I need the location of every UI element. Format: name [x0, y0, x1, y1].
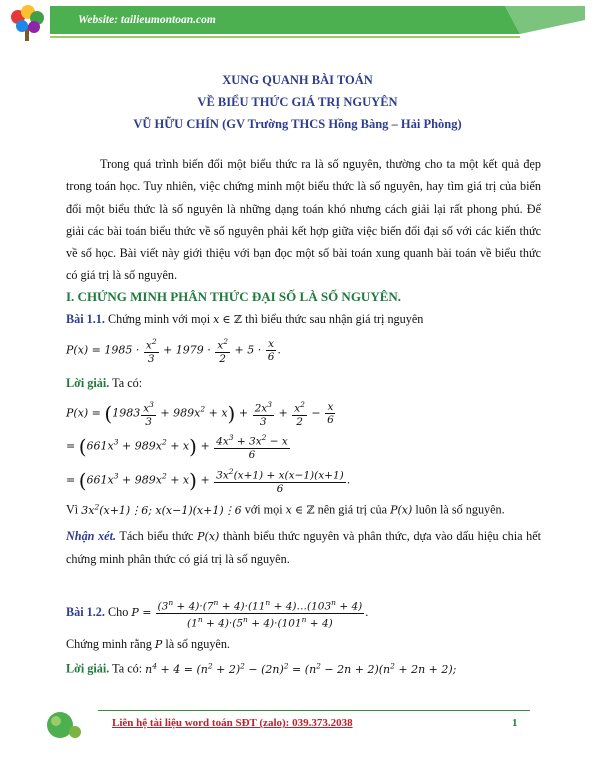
intro-paragraph: Trong quá trình biến đổi một biểu thức ra là số nguyên, thường cho ta một kết quả đẹp trong toán học. Tuy nhiên, việc chứng minh một biểu thức là số nguyên, hay tìm giá trị của biến đổi một biểu thức là số nguyên là những dạng toán khó nhưng cách giải lại rất phong phú. Để giải các bài toán biểu thức về số nguyên phải kết hợp giữa việc biến đổi đại số với các kiến thức về số học. Bài viết này giới thiệu với bạn đọc một số bài toán xung quanh bài toán về biểu thức có giá trị là số nguyên.: [66, 157, 541, 283]
problem-1-2: Bài 1.2. Cho P = $\frac{(3^n + 4)\cdot(7^n + 4)\cdot(11^n + 4)\dots(103^n + 4)}{(1^n + 4)\cdot(5^n + 4)\cdot(101^n + 4)}$ .: [66, 598, 369, 629]
tree-logo-icon: [6, 3, 48, 43]
title-line1: XUNG QUANH BÀI TOÁN: [222, 73, 373, 87]
section-heading: I. CHỨNG MINH PHÂN THỨC ĐẠI SỐ LÀ SỐ NGUYÊN.: [66, 289, 402, 304]
footer-contact[interactable]: Liên hệ tài liệu word toán SĐT (zalo): 039.373.2038: [112, 717, 353, 729]
author-line: VŨ HỮU CHÍN (GV Trường THCS Hồng Bàng – Hải Phòng): [133, 117, 462, 131]
prove-statement: Chứng minh rằng P là số nguyên.: [66, 637, 230, 651]
page-number: 1: [512, 717, 518, 729]
title-line2: VỀ BIỂU THỨC GIÁ TRỊ NGUYÊN: [197, 95, 398, 109]
problem-label: Bài 1.1.: [66, 312, 105, 326]
remark-1-1: Nhận xét. Tách biểu thức P(x) thành biểu thức nguyên và phân thức, dựa vào dấu hiệu chia hết chứng minh phân thức có giá trị là số nguyên.: [66, 529, 542, 567]
formula-step-1: P(x) = (1983 $\frac{x^3}{3}$ + $989x^2 + x$) + $\frac{2x^3}{3}$ + $\frac{x^2}{2}$ − $\frac{x}{6}$: [66, 400, 334, 428]
footer-ball-icon: [44, 708, 84, 742]
formula-step-3: = $(661x^3 + 989x^2 + x)$ + $\frac{3x^2(x+1) + x(x-1)(x+1)}{6}$ .: [66, 467, 351, 495]
problem-1-1: Bài 1.1. Chứng minh với mọi x ∈ ℤ thì biểu thức sau nhận giá trị nguyên: [66, 312, 424, 326]
footer-divider: [98, 710, 530, 711]
formula-step-2: = $(661x^3 + 989x^2 + x)$ + $\frac{4x^3 + 3x^2 - x}{6}$: [66, 433, 288, 461]
conclusion-1-1: Vì $3x^2(x+1)⋮6$; x(x−1)(x+1)⋮6 với mọi x ∈ ℤ nên giá trị của P(x) luôn là số nguyên.: [66, 502, 505, 517]
website-link[interactable]: Website: tailieumontoan.com: [78, 14, 216, 26]
solution-1-2: Lời giải. Ta có: $n^4 + 4 = (n^2 + 2)^2 - (2n)^2 = (n^2 - 2n + 2)(n^2 + 2n + 2)$;: [66, 661, 457, 676]
solution-1-1: Lời giải. Ta có:: [66, 376, 143, 390]
formula-p-definition: P(x) = 1985 · $\frac{x^2}{3}$ + 1979 · $\frac{x^2}{2}$ + 5 · $\frac{x}{6}$ .: [66, 337, 281, 365]
